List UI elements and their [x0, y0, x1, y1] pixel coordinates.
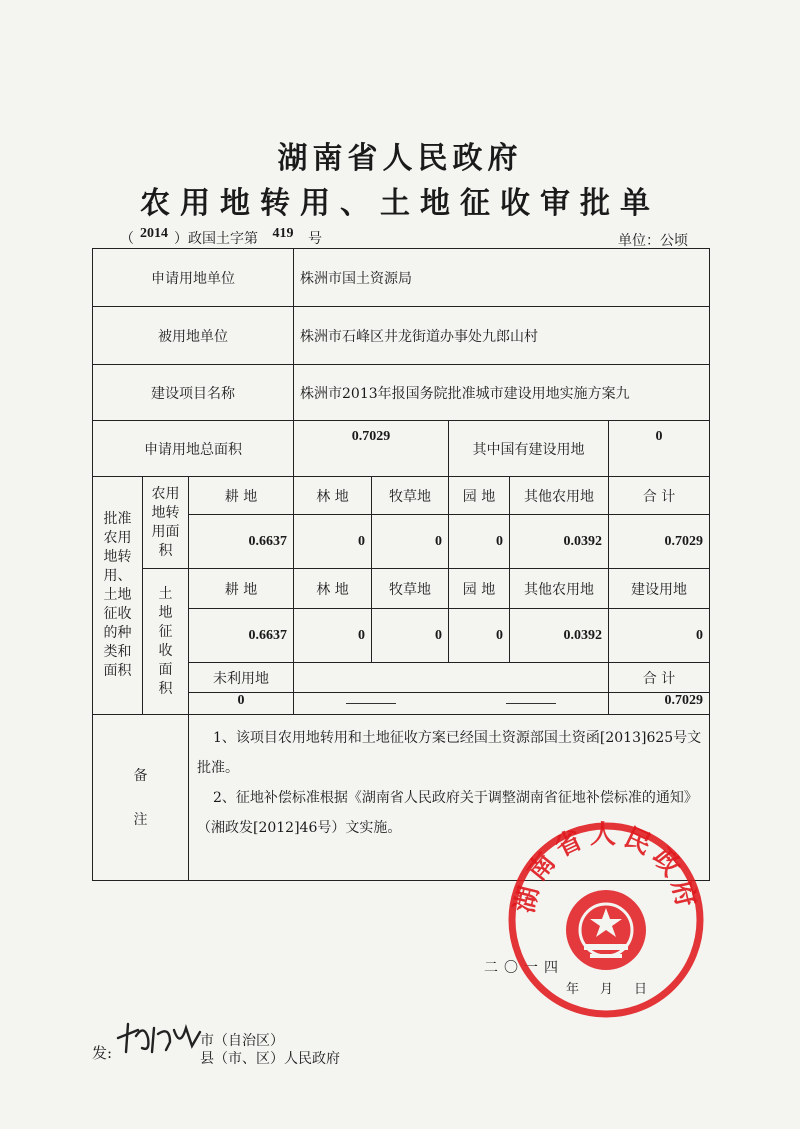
conv-value-2: 0: [372, 515, 449, 569]
dash-1: [346, 703, 396, 704]
approval-section-label: 批准农用地转用、土地征收的种类和面积: [93, 477, 143, 715]
seal-text: 湖南省人民政府: [509, 820, 703, 916]
total-area-label: 申请用地总面积: [93, 421, 294, 477]
row-conversion-headers: [93, 477, 710, 515]
remark-2: 2、征地补偿标准根据《湖南省人民政府关于调整湖南省征地补偿标准的通知》（湘政发[2012]46号）文实施。: [197, 790, 698, 836]
conv-header-1: 林 地: [294, 477, 372, 515]
unused-value: 0: [189, 693, 294, 715]
exp-value-4: 0.0392: [510, 609, 609, 663]
state-construction-label: 其中国有建设用地: [449, 421, 609, 477]
row-project: [93, 365, 710, 421]
exp-header-4: 其他农用地: [510, 569, 609, 609]
handwritten-signature: [114, 1018, 204, 1060]
applicant-label: 申请用地单位: [93, 249, 294, 307]
farmland-conversion-label: 农用地转用面积: [143, 477, 189, 569]
remarks-label: 备注: [93, 715, 189, 881]
exp-header-1: 林 地: [294, 569, 372, 609]
conv-header-5: 合 计: [609, 477, 710, 515]
exp-value-1: 0: [294, 609, 372, 663]
project-value: 株洲市2013年报国务院批准城市建设用地实施方案九: [294, 365, 710, 421]
land-owner-value: 株洲市石峰区井龙街道办事处九郎山村: [294, 307, 710, 365]
state-construction-value: 0: [609, 421, 710, 477]
issue-label: 发:: [92, 1044, 113, 1062]
exp-header-2: 牧草地: [372, 569, 449, 609]
issuing-authority: [200, 1032, 340, 1068]
doc-suffix: 号: [308, 231, 322, 247]
conv-header-0: 耕 地: [189, 477, 294, 515]
remark-1: 1、该项目农用地转用和土地征收方案已经国土资源部国土资函[2013]625号文批准。: [197, 730, 702, 776]
row-expropriation-headers: [93, 569, 710, 609]
conv-value-5: 0.7029: [609, 515, 710, 569]
exp-value-2: 0: [372, 609, 449, 663]
exp-header-5: 建设用地: [609, 569, 710, 609]
applicant-value: 株洲市国土资源局: [294, 249, 710, 307]
conv-header-4: 其他农用地: [510, 477, 609, 515]
exp-header-3: 园 地: [449, 569, 510, 609]
conv-value-4: 0.0392: [510, 515, 609, 569]
unit-label: 单位：公顷: [618, 233, 688, 249]
issue-line-2: 县（市、区）人民政府: [200, 1051, 340, 1067]
row-applicant: [93, 249, 710, 307]
conv-value-1: 0: [294, 515, 372, 569]
issue-line-1: 市（自治区）: [200, 1033, 284, 1049]
official-seal: [506, 820, 706, 1024]
blank-cell: [294, 663, 609, 693]
doc-prefix: 政国土字第: [188, 231, 258, 247]
document-title-line2: 农用地转用、土地征收审批单: [140, 186, 660, 221]
paren-close: ）: [174, 231, 188, 247]
project-label: 建设项目名称: [93, 365, 294, 421]
seal-icon: [506, 820, 706, 1020]
dash-cell: [294, 693, 609, 715]
approval-form-table: [92, 248, 710, 881]
conv-header-3: 园 地: [449, 477, 510, 515]
land-owner-label: 被用地单位: [93, 307, 294, 365]
exp-value-0: 0.6637: [189, 609, 294, 663]
document-title-line1: 湖南省人民政府: [277, 141, 523, 176]
conv-value-3: 0: [449, 515, 510, 569]
conv-value-0: 0.6637: [189, 515, 294, 569]
dash-2: [506, 703, 556, 704]
exp-value-3: 0: [449, 609, 510, 663]
unused-label: 未利用地: [189, 663, 294, 693]
exp-value-5: 0: [609, 609, 710, 663]
conv-header-2: 牧草地: [372, 477, 449, 515]
total-label: 合 计: [609, 663, 710, 693]
row-total-area: [93, 421, 710, 477]
date-line-2: 年 月 日: [566, 982, 652, 997]
row-land-owner: [93, 307, 710, 365]
paren-open: （: [120, 231, 134, 247]
doc-number: 419: [272, 226, 294, 241]
land-expropriation-label: 土地征收面积: [143, 569, 189, 715]
doc-number-row: [120, 228, 322, 248]
date-line: 二〇一四: [484, 960, 564, 976]
exp-header-0: 耕 地: [189, 569, 294, 609]
total-area-value: 0.7029: [294, 421, 449, 477]
doc-year: 2014: [140, 226, 168, 241]
total-value: 0.7029: [609, 693, 710, 715]
